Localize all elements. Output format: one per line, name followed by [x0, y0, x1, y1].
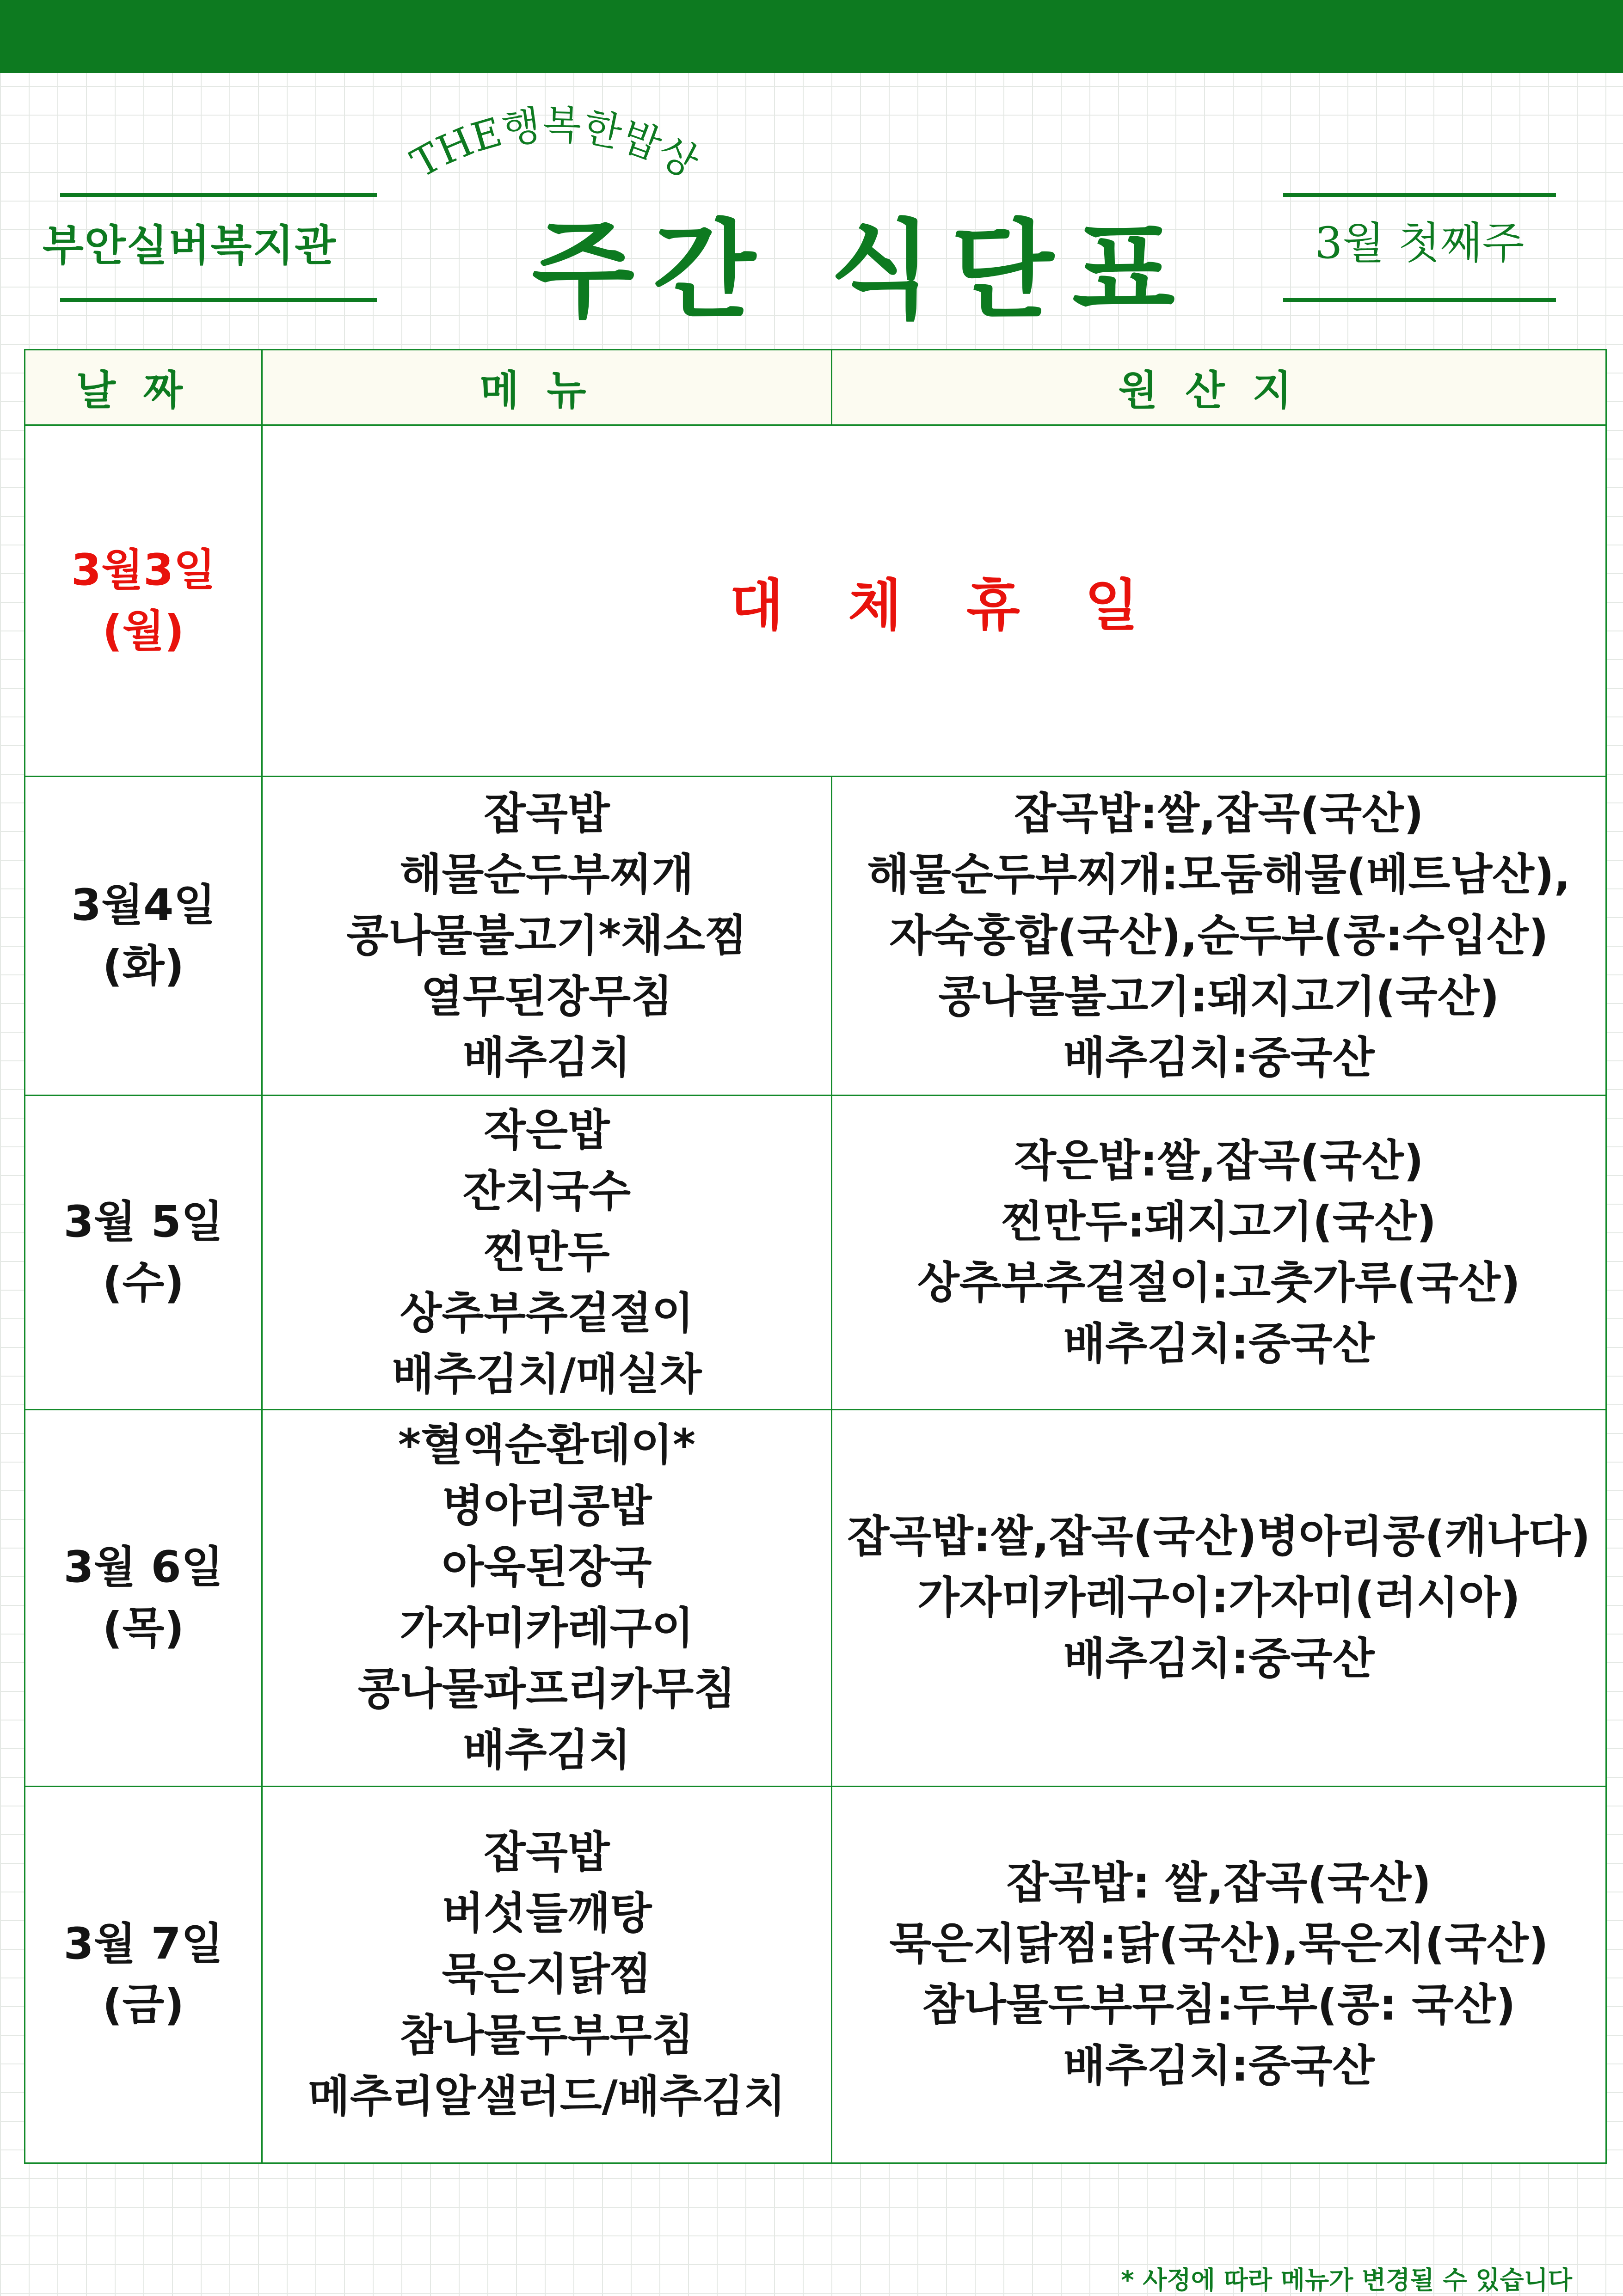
origin-item: 가자미카레구이:가자미(러시아) — [917, 1573, 1520, 1623]
menu-cell — [262, 1787, 832, 2163]
menu-item: 콩나물파프리카무침 — [357, 1664, 736, 1714]
menu-item: 메추리알샐러드/배추김치 — [307, 2071, 786, 2122]
date-cell — [25, 1787, 262, 2163]
table-header-row — [25, 350, 1606, 425]
origin-item: 묵은지닭찜:닭(국산),묵은지(국산) — [889, 1919, 1549, 1969]
origin-item: 콩나물불고기:돼지고기(국산) — [938, 971, 1500, 1022]
origin-item: 해물순두부찌개:모둠해물(베트남산), — [867, 849, 1571, 900]
weekday-text: (목) — [102, 1603, 184, 1653]
menu-item: 콩나물불고기*채소찜 — [346, 910, 747, 961]
menu-item: 참나물두부무침 — [400, 2010, 694, 2061]
org-name: 부안실버복지관 — [43, 220, 337, 270]
date-text: 3월3일 — [71, 545, 216, 595]
menu-cell — [262, 1096, 832, 1410]
origin-item: 잡곡밥:쌀,잡곡(국산) — [1014, 788, 1424, 839]
menu-cell — [262, 1410, 832, 1787]
top-banner — [0, 0, 1623, 73]
origin-item: 자숙홍합(국산),순두부(콩:수입산) — [889, 910, 1549, 961]
menu-item: 잡곡밥 — [484, 1827, 610, 1878]
weekday-text: (금) — [102, 1980, 184, 2030]
menu-item: *혈액순환데이* — [398, 1420, 696, 1470]
week-bottom-rule — [1283, 298, 1556, 302]
origin-item: 배추김치:중국산 — [1063, 1032, 1375, 1083]
origin-item: 찐만두:돼지고기(국산) — [1001, 1196, 1437, 1247]
menu-item: 상추부추겉절이 — [400, 1288, 694, 1339]
arc-title-text: THE행복한밥상 — [403, 102, 706, 187]
col-header-origin: 원산지 — [832, 350, 1606, 425]
holiday-cell — [262, 425, 1606, 777]
menu-item: 배추김치 — [462, 1032, 631, 1083]
menu-item: 열무된장무침 — [421, 971, 673, 1022]
origin-item: 배추김치:중국산 — [1063, 2041, 1375, 2091]
origin-item: 배추김치:중국산 — [1063, 1318, 1375, 1369]
svg-text:THE행복한밥상 — [404, 102, 706, 187]
origin-item: 잡곡밥:쌀,잡곡(국산)병아리콩(캐나다) — [847, 1512, 1591, 1562]
origin-item: 잡곡밥: 쌀,잡곡(국산) — [1006, 1858, 1432, 1908]
date-cell — [25, 1410, 262, 1787]
week-top-rule — [1283, 193, 1556, 197]
date-cell — [25, 425, 262, 777]
date-text: 3월 5일 — [63, 1196, 223, 1247]
menu-item: 묵은지닭찜 — [442, 1949, 652, 2000]
col-header-menu: 메뉴 — [262, 350, 832, 425]
table-row — [25, 777, 1606, 1096]
origin-item: 참나물두부무침:두부(콩: 국산) — [922, 1980, 1516, 2030]
menu-item: 아욱된장국 — [442, 1542, 652, 1592]
origin-cell — [832, 1096, 1606, 1410]
col-header-date: 날짜 — [25, 350, 262, 425]
menu-item: 버섯들깨탕 — [442, 1888, 652, 1939]
date-text: 3월 7일 — [63, 1919, 223, 1969]
menu-item: 병아리콩밥 — [442, 1481, 652, 1531]
table-row — [25, 1096, 1606, 1410]
origin-cell — [832, 1410, 1606, 1787]
table-row — [25, 1787, 1606, 2163]
origin-cell — [832, 777, 1606, 1096]
menu-item: 배추김치 — [462, 1725, 631, 1776]
origin-item: 배추김치:중국산 — [1063, 1634, 1375, 1684]
date-cell — [25, 1096, 262, 1410]
date-text: 3월 6일 — [63, 1542, 223, 1592]
footer-note: * 사정에 따라 메뉴가 변경될 수 있습니다 — [1121, 2265, 1572, 2295]
menu-item: 배추김치/매실차 — [392, 1349, 702, 1400]
date-cell — [25, 777, 262, 1096]
weekday-text: (월) — [102, 606, 184, 656]
menu-item: 가자미카레구이 — [400, 1603, 694, 1653]
holiday-text: 대체휴일 — [730, 573, 1203, 638]
page-title: 주간 식단표 — [532, 208, 1193, 333]
menu-item: 찐만두 — [484, 1227, 610, 1278]
table-row — [25, 425, 1606, 777]
origin-cell — [832, 1787, 1606, 2163]
table-row — [25, 1410, 1606, 1787]
menu-item: 해물순두부찌개 — [400, 849, 694, 900]
org-bottom-rule — [60, 298, 377, 302]
menu-item: 작은밥 — [484, 1105, 610, 1156]
origin-item: 작은밥:쌀,잡곡(국산) — [1014, 1135, 1424, 1186]
menu-table — [24, 349, 1607, 2164]
menu-cell — [262, 777, 832, 1096]
weekday-text: (화) — [102, 941, 184, 992]
date-text: 3월4일 — [71, 880, 216, 931]
menu-item: 잡곡밥 — [484, 788, 610, 839]
org-top-rule — [60, 193, 377, 197]
menu-item: 잔치국수 — [462, 1166, 631, 1217]
origin-item: 상추부추겉절이:고춧가루(국산) — [917, 1257, 1520, 1308]
weekday-text: (수) — [102, 1257, 184, 1308]
week-label: 3월 첫째주 — [1315, 218, 1525, 269]
